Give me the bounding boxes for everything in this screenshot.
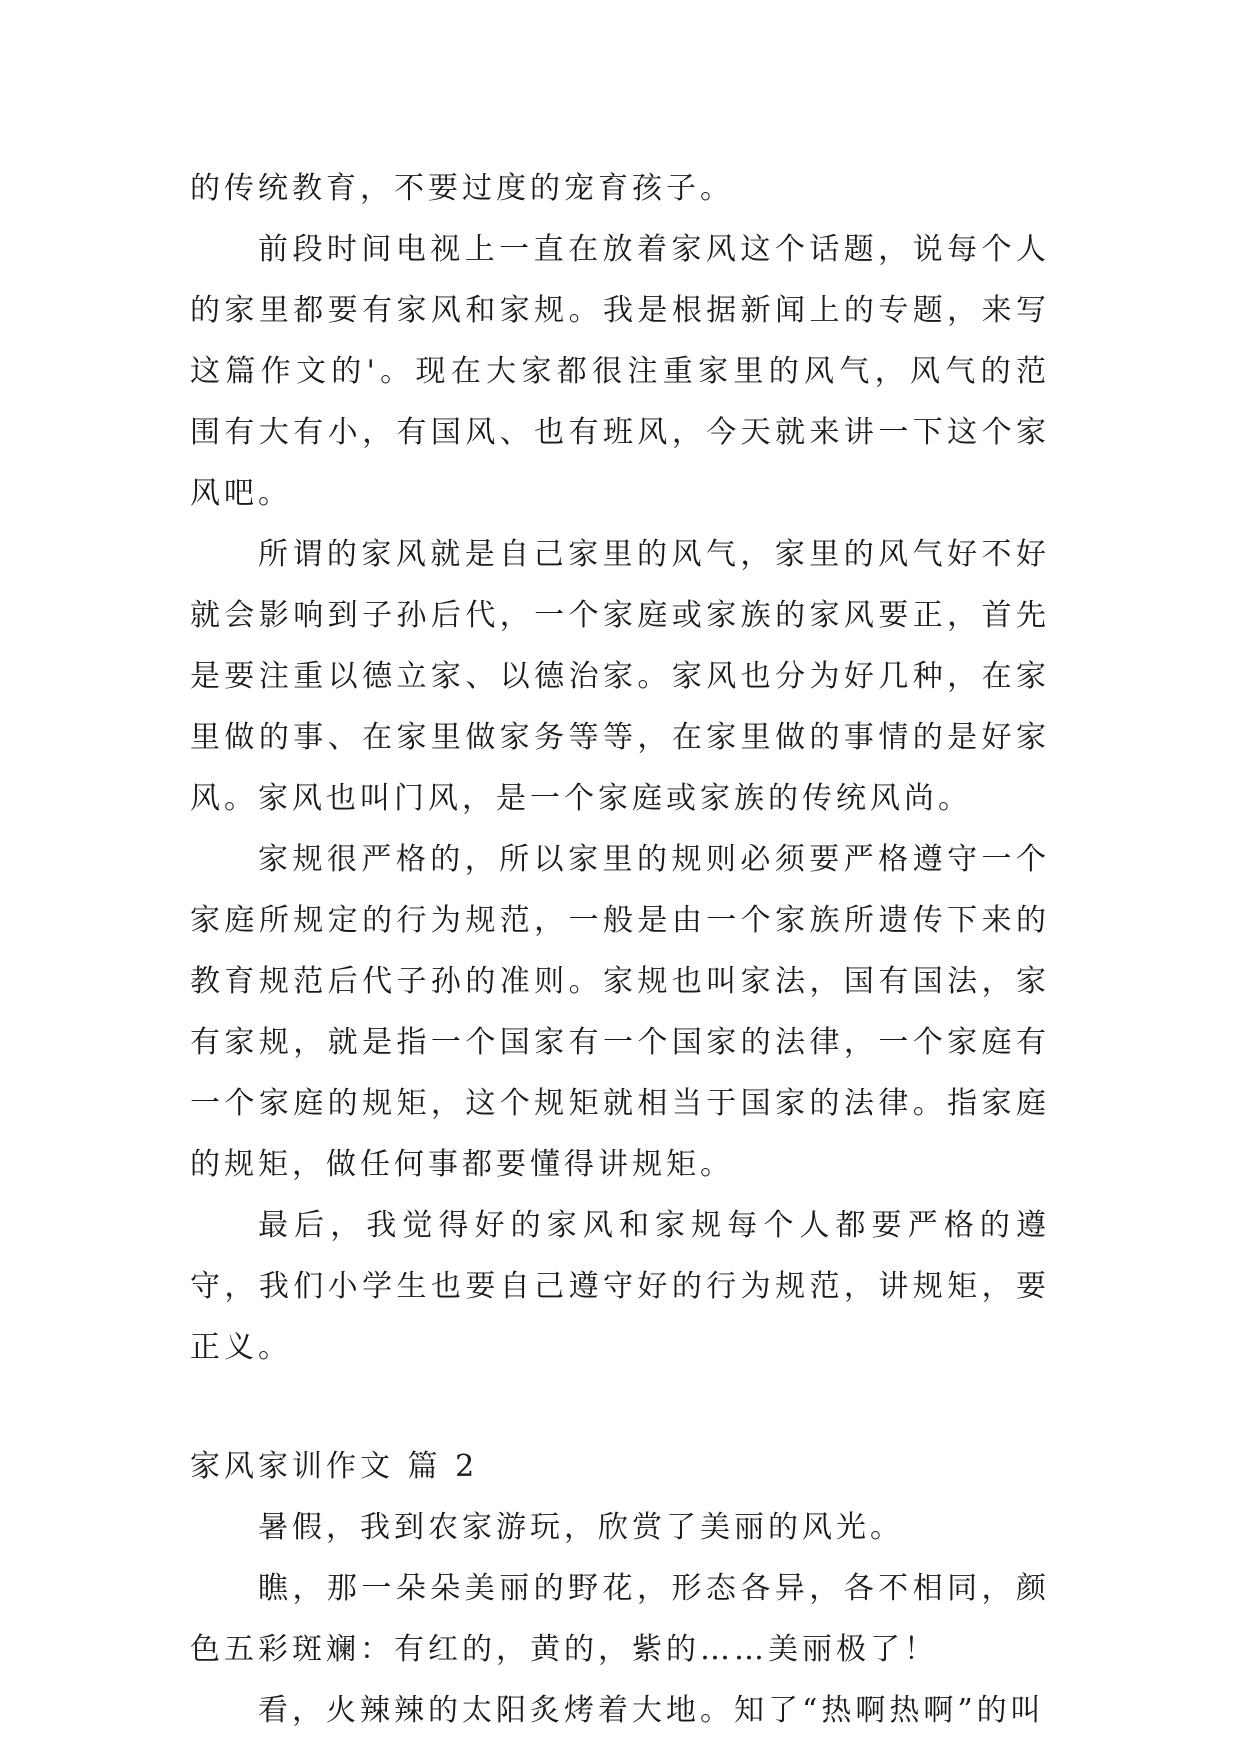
paragraph-continuation: 的传统教育，不要过度的宠育孩子。: [190, 171, 734, 206]
paragraph: 看，火辣辣的太阳炙烤着大地。知了“热啊热啊”的叫: [258, 1693, 1045, 1728]
paragraph: 暑假，我到农家游玩，欣赏了美丽的风光。: [258, 1510, 904, 1545]
paragraph: 所谓的家风就是自己家里的风气，家里的风气好不好就会影响到子孙后代，一个家庭或家族的家风要正，首先是要注重以德立家、以德治家。家风也分为好几种，在家里做的事、在家里做家务等等，在家里做的事情的是好家风。家风也叫门风，是一个家庭或家族的传统风尚。: [190, 537, 1050, 816]
paragraph: 最后，我觉得好的家风和家规每个人都要严格的遵守，我们小学生也要自己遵守好的行为规范，讲规矩，要正义。: [190, 1208, 1050, 1365]
section-gap: [190, 1378, 1050, 1436]
paragraph: 前段时间电视上一直在放着家风这个话题，说每个人的家里都要有家风和家规。我是根据新闻上的专题，来写这篇作文的'。现在大家都很注重家里的风气，风气的范围有大有小，有国风、也有班风，今天就来讲一下这个家风吧。: [190, 232, 1050, 511]
section-title: 家风家训作文 篇 2: [190, 1449, 479, 1484]
document-body: [190, 158, 1050, 1741]
paragraph: 瞧，那一朵朵美丽的野花，形态各异，各不相同，颜色五彩斑斓：有红的，黄的，紫的……美丽极了！: [190, 1571, 1050, 1667]
paragraph: 家规很严格的，所以家里的规则必须要严格遵守一个家庭所规定的行为规范，一般是由一个家族所遗传下来的教育规范后代子孙的准则。家规也叫家法，国有国法，家有家规，就是指一个国家有一个国家的法律，一个家庭有一个家庭的规矩，这个规矩就相当于国家的法律。指家庭的规矩，做任何事都要懂得讲规矩。: [190, 842, 1050, 1182]
